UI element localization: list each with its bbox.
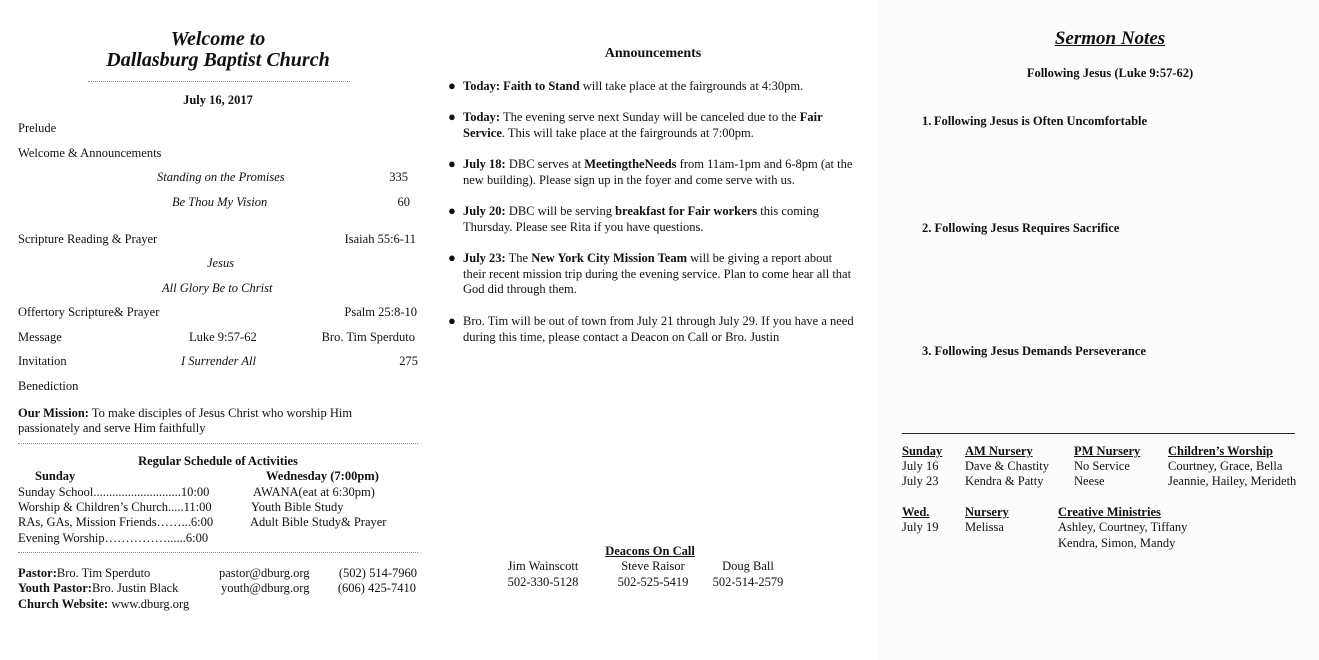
announcement-bold-2: MeetingtheNeeds: [584, 157, 677, 171]
schedule-wednesday-heading: Wednesday (7:00pm): [266, 469, 379, 483]
childrens-worship-value: Jeannie, Hailey, Merideth: [1168, 474, 1297, 488]
invitation-number: 275: [399, 354, 418, 368]
divider: [902, 433, 1295, 434]
pastor-name: Bro. Tim Sperduto: [56, 566, 151, 580]
website-label: Church Website:: [18, 597, 109, 611]
childrens-worship-heading: Children’s Worship: [1168, 444, 1274, 458]
welcome-line-1: Welcome to: [170, 28, 266, 50]
announcement-bold-2: New York City Mission Team: [531, 251, 687, 265]
wednesday-nursery-value: Melissa: [965, 520, 1004, 534]
deacon-phone: 502-330-5128: [507, 575, 579, 589]
creative-ministries-value: Kendra, Simon, Mandy: [1058, 536, 1176, 550]
deacon-phone: 502-514-2579: [712, 575, 784, 589]
announcement-text: will take place at the fairgrounds at 4:30pm.: [579, 79, 804, 93]
schedule-sunday-item: Sunday School............................10:00: [18, 485, 210, 499]
announcement-text: DBC will be serving: [505, 204, 616, 218]
schedule-wednesday-item: Adult Bible Study& Prayer: [250, 515, 387, 529]
announcement-text: The: [505, 251, 532, 265]
message-speaker: Bro. Tim Sperduto: [321, 330, 415, 344]
sermon-point: 1. Following Jesus is Often Uncomfortable: [922, 114, 1148, 128]
offertory-label: Offertory Scripture& Prayer: [18, 305, 160, 319]
bulletin-date: July 16, 2017: [183, 93, 253, 107]
pm-nursery-heading: PM Nursery: [1074, 444, 1141, 458]
nursery-date: July 16: [902, 459, 939, 473]
announcement-bold: Today:: [463, 110, 501, 124]
announcement-item: [448, 204, 858, 235]
childrens-worship-value: Courtney, Grace, Bella: [1168, 459, 1283, 473]
mission-label: Our Mission:: [18, 406, 89, 420]
schedule-title: Regular Schedule of Activities: [138, 454, 298, 468]
scripture-reference: Isaiah 55:6-11: [344, 232, 416, 246]
website-link[interactable]: www.dburg.org: [111, 597, 190, 611]
bullet-icon: ●: [448, 78, 456, 93]
mission-text-2: passionately and serve Him faithfully: [18, 421, 206, 435]
song-all-glory: All Glory Be to Christ: [162, 281, 273, 295]
bullet-icon: ●: [448, 250, 456, 265]
divider: [18, 552, 418, 553]
deacon-phone: 502-525-5419: [617, 575, 689, 589]
announcement-item: [448, 157, 858, 188]
announcement-text-2: from 11am-1pm and 6-8pm (at the new building). Please sign up in the foyer and come serve with us.: [463, 157, 853, 187]
bullet-icon: ●: [448, 313, 456, 328]
schedule-sunday-item: RAs, GAs, Mission Friends……...6:00: [18, 515, 214, 529]
benediction: Benediction: [18, 379, 79, 393]
church-name: Dallasburg Baptist Church: [106, 49, 330, 71]
announcement-item: [448, 314, 858, 345]
youth-pastor-label: Youth Pastor:: [18, 581, 92, 595]
announcement-item: [448, 110, 858, 141]
nursery-sunday-heading: Sunday: [902, 444, 943, 458]
am-nursery-heading: AM Nursery: [965, 444, 1033, 458]
sermon-point: 3. Following Jesus Demands Perseverance: [922, 344, 1146, 358]
announcement-text: The evening serve next Sunday will be canceled due to the: [500, 110, 800, 124]
deacons-title: Deacons On Call: [605, 544, 695, 558]
schedule-wednesday-item: Youth Bible Study: [251, 500, 344, 514]
announcement-text-2: . This will take place at the fairgrounds at 7:00pm.: [501, 125, 754, 140]
hymn-1-title: Standing on the Promises: [157, 170, 285, 184]
song-jesus: Jesus: [207, 256, 235, 270]
schedule-wednesday-item: AWANA(eat at 6:30pm): [253, 485, 375, 499]
sermon-notes-title: Sermon Notes: [1054, 28, 1166, 49]
sermon-subtitle: Following Jesus (Luke 9:57-62): [1026, 66, 1194, 80]
divider: [88, 81, 350, 82]
announcement-bold: July 20:: [463, 204, 506, 218]
pastor-email[interactable]: pastor@dburg.org: [219, 566, 310, 580]
deacon-name: Steve Raisor: [621, 559, 685, 573]
announcements-title: Announcements: [604, 46, 702, 61]
announcement-text: DBC serves at: [505, 157, 585, 171]
pastor-phone: (502) 514-7960: [338, 566, 417, 580]
creative-ministries-heading: Creative Ministries: [1058, 505, 1161, 519]
schedule-sunday-item: Evening Worship……………......6:00: [18, 531, 209, 545]
order-welcome-announcements: Welcome & Announcements: [18, 146, 162, 160]
mission-statement: [18, 406, 352, 421]
divider: [18, 443, 418, 444]
hymn-2-title: Be Thou My Vision: [172, 195, 268, 209]
youth-pastor-name: Bro. Justin Black: [91, 581, 179, 595]
message-reference: Luke 9:57-62: [189, 330, 257, 344]
announcement-item: [448, 79, 858, 95]
mission-text-1: To make disciples of Jesus Christ who worship Him: [91, 406, 353, 420]
order-prelude: Prelude: [18, 121, 57, 135]
wednesday-nursery-heading: Nursery: [965, 505, 1009, 519]
announcement-text: Bro. Tim will be out of town from July 21 through July 29. If you have a need during this time, please contact a Deacon on Call or Bro. Justin: [463, 314, 854, 344]
youth-pastor-contact: [18, 581, 178, 596]
deacon-name: Doug Ball: [722, 559, 774, 573]
youth-pastor-phone: (606) 425-7410: [337, 581, 416, 595]
hymn-2-number: 60: [397, 195, 410, 209]
bullet-icon: ●: [448, 156, 456, 171]
welcome-heading: [18, 29, 418, 71]
am-nursery-value: Dave & Chastity: [965, 459, 1050, 473]
bullet-icon: ●: [448, 203, 456, 218]
right-panel: [878, 0, 1319, 660]
bullet-icon: ●: [448, 109, 456, 124]
announcement-bold: Today: Faith to Stand: [463, 79, 580, 93]
scripture-label: Scripture Reading & Prayer: [18, 232, 158, 246]
sermon-point: 2. Following Jesus Requires Sacrifice: [922, 221, 1120, 235]
announcement-bold-2: breakfast for Fair workers: [615, 204, 758, 218]
pm-nursery-value: No Service: [1074, 459, 1130, 473]
youth-pastor-email[interactable]: youth@dburg.org: [221, 581, 310, 595]
invitation-label: Invitation: [18, 354, 67, 368]
pastor-label: Pastor:: [18, 566, 57, 580]
schedule-sunday-heading: Sunday: [35, 469, 76, 483]
deacon-name: Jim Wainscott: [507, 559, 579, 573]
am-nursery-value: Kendra & Patty: [965, 474, 1044, 488]
church-website: [18, 597, 189, 612]
announcement-text-2: will be giving a report about their recent mission trip during the evening service. Plan to come hear all that God did through them.: [463, 251, 852, 296]
hymn-1-number: 335: [389, 170, 408, 184]
pastor-contact: [18, 566, 150, 581]
message-label: Message: [18, 330, 62, 344]
announcement-text-2: this coming Thursday. Please see Rita if you have questions.: [463, 204, 819, 234]
pm-nursery-value: Neese: [1074, 474, 1105, 488]
offertory-reference: Psalm 25:8-10: [344, 305, 417, 319]
announcement-item: [448, 251, 858, 298]
creative-ministries-value: Ashley, Courtney, Tiffany: [1058, 520, 1188, 534]
schedule-sunday-item: Worship & Children’s Church.....11:00: [18, 500, 212, 514]
nursery-date: July 23: [902, 474, 939, 488]
announcement-bold-2: Fair Service: [463, 110, 823, 140]
announcement-bold: July 23:: [463, 251, 506, 265]
invitation-song: I Surrender All: [181, 354, 256, 368]
wednesday-heading: Wed.: [902, 505, 930, 519]
announcement-bold: July 18:: [463, 157, 506, 171]
wednesday-date: July 19: [902, 520, 939, 534]
